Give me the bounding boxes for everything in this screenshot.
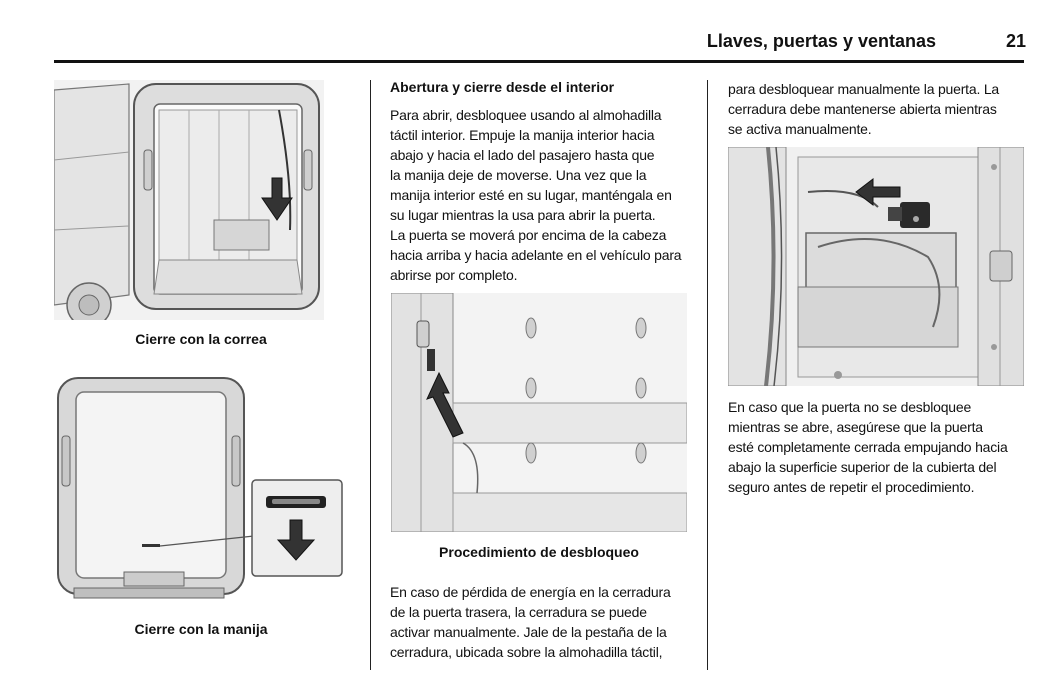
- figure-strap-closing: [54, 80, 324, 320]
- figure-caption-handle: Cierre con la manija: [134, 621, 268, 637]
- latch-cover-illustration: [728, 147, 1024, 386]
- paragraph-not-unlocking: En caso que la puerta no se desbloquee mientras se abre, asegúrese que la puerta esté completamente cerrada empujando hacia abajo la superficie superior de la cubierta del seguro antes de repetir el procedimiento.: [728, 399, 1008, 495]
- figure-caption-unlock: Procedimiento de desbloqueo: [439, 544, 639, 560]
- section-heading-interior: Abertura y cierre desde el interior: [390, 79, 615, 95]
- paragraph-power-loss: En caso de pérdida de energía en la cerradura de la puerta trasera, la cerradura se puede activar manualmente. Jale de la pestaña de la cerradura, ubicada sobre la almohadilla táctil,: [390, 584, 671, 660]
- figure-caption-strap: Cierre con la correa: [135, 331, 267, 347]
- paragraph-open-instructions: Para abrir, desbloquee usando al almohadilla táctil interior. Empuje la manija interior hacia abajo y hacia el lado del pasajero hasta que la manija deje de moverse. Una vez que la manija interior esté en su lugar, manténgala en su lugar mientras la usa para abrir la puerta. La puerta se moverá por encima de la cabeza hacia arriba y hacia adelante en el vehículo para abrirse por completo.: [390, 107, 682, 283]
- van-rear-illustration: [54, 80, 324, 320]
- column-divider-left: [370, 80, 371, 670]
- figure-latch-detail: [728, 147, 1024, 386]
- section-title: Llaves, puertas y ventanas: [706, 31, 936, 51]
- figure-unlock-procedure: [391, 293, 687, 532]
- column-divider-right: [707, 80, 708, 670]
- header-rule: [54, 60, 1024, 63]
- rear-door-illustration: [54, 376, 346, 606]
- figure-handle-closing: [54, 376, 346, 606]
- paragraph-manual-unlock: para desbloquear manualmente la puerta. La cerradura debe mantenerse abierta mientras se activa manualmente.: [728, 81, 1000, 137]
- page-number: 21: [1005, 31, 1026, 51]
- latch-unlock-illustration: [391, 293, 687, 532]
